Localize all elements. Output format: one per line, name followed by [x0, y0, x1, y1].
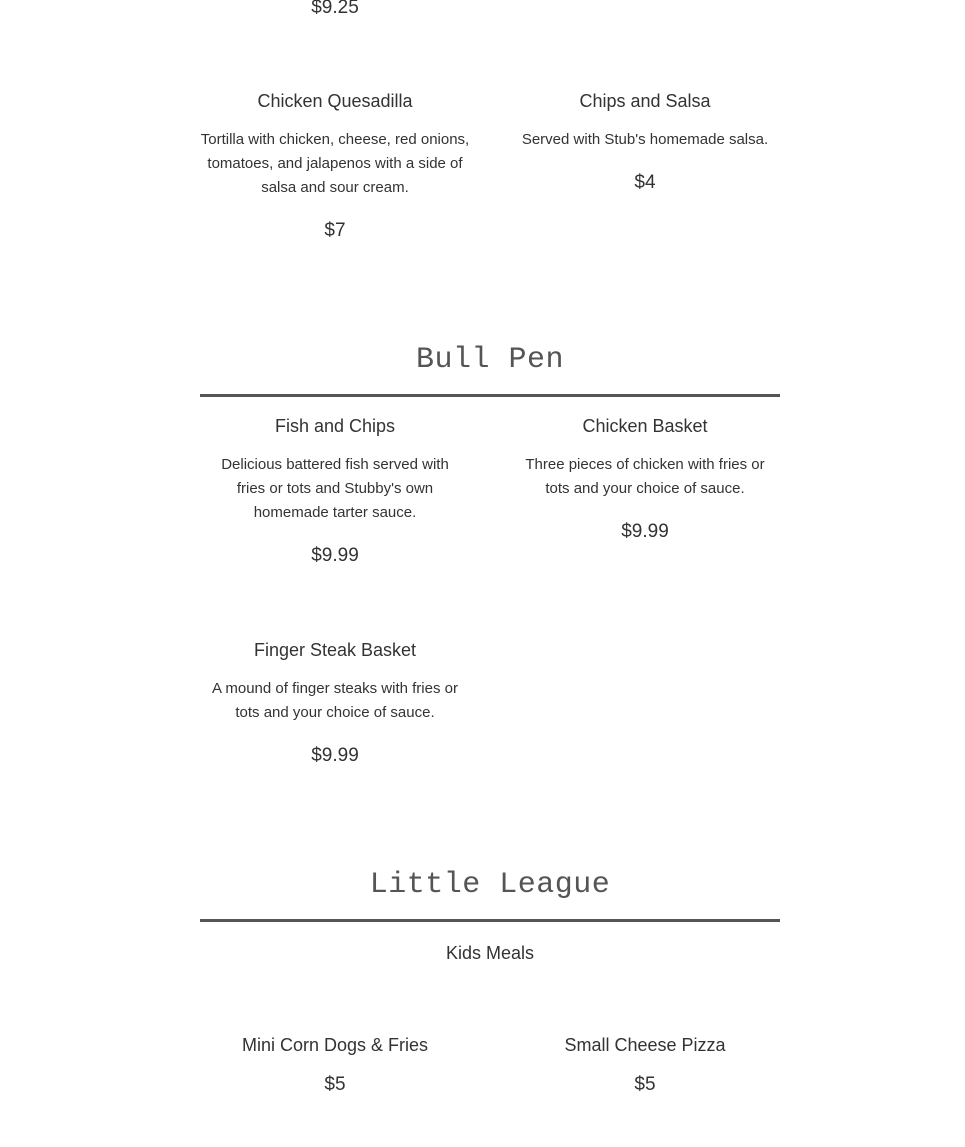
- item-price: $4: [634, 172, 656, 193]
- item-price: $5: [634, 1074, 656, 1095]
- item-name: Small Cheese Pizza: [564, 1035, 726, 1055]
- item-name: Chicken Quesadilla: [257, 91, 413, 111]
- section-title-little-league: Little League: [369, 868, 611, 902]
- item-price: $9.99: [311, 745, 359, 766]
- item-price: $9.99: [621, 521, 669, 542]
- section-divider: [200, 919, 780, 922]
- section-divider: [200, 394, 780, 397]
- item-description: Tortilla with chicken, cheese, red onions, tomatoes, and jalapenos with a side of salsa and sour cream.: [200, 131, 470, 196]
- item-name: Chicken Basket: [582, 416, 708, 436]
- item-price: $9.99: [311, 545, 359, 566]
- section-subtitle: Kids Meals: [445, 943, 535, 963]
- item-name: Finger Steak Basket: [253, 640, 417, 660]
- item-price: $9.25: [311, 0, 359, 18]
- section-title-bull-pen: Bull Pen: [415, 343, 565, 377]
- item-description: A mound of finger steaks with fries or tots and your choice of sauce.: [212, 680, 458, 721]
- item-description: Delicious battered fish served with fries or tots and Stubby's own homemade tarter sauce.: [221, 456, 449, 521]
- item-description: Served with Stub's homemade salsa.: [521, 131, 769, 148]
- item-name: Chips and Salsa: [579, 91, 711, 111]
- item-name: Mini Corn Dogs & Fries: [241, 1035, 429, 1055]
- item-price: $5: [324, 1074, 346, 1095]
- item-name: Fish and Chips: [274, 416, 396, 436]
- item-description: Three pieces of chicken with fries or tots and your choice of sauce.: [525, 456, 765, 497]
- item-price: $7: [324, 220, 346, 241]
